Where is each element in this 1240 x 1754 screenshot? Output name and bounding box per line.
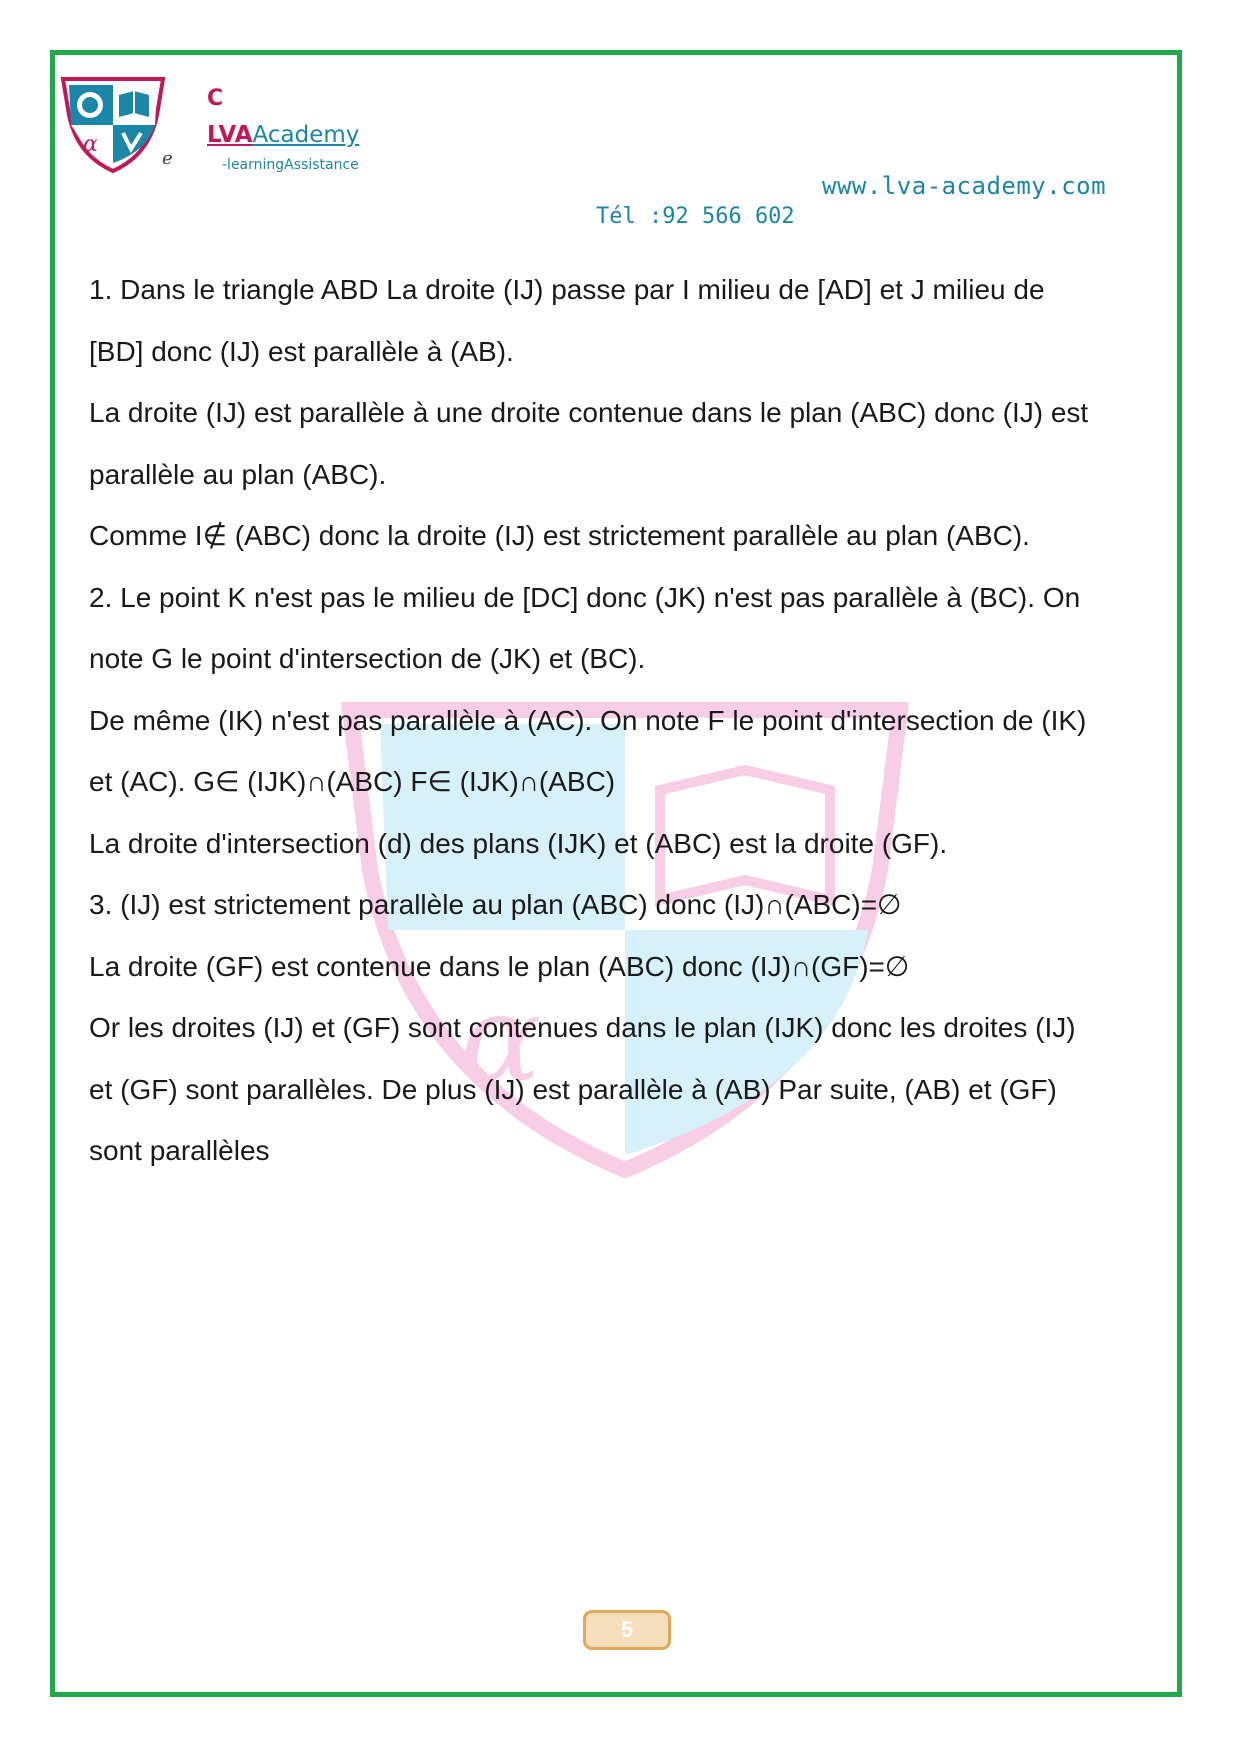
brand-tagline: -learningAssistance xyxy=(222,157,359,173)
brand-letter-c: C xyxy=(207,86,224,111)
svg-text:α: α xyxy=(83,132,98,157)
text-line: 1. Dans le triangle ABD La droite (IJ) passe par I milieu de [AD] et J milieu de xyxy=(89,274,1045,305)
website-link[interactable]: www.lva-academy.com xyxy=(822,172,1107,200)
solution-text xyxy=(89,276,1169,1199)
svg-text:α: α xyxy=(460,970,542,1109)
brand-academy: Academy xyxy=(252,122,360,148)
text-line: sont parallèles xyxy=(89,1135,270,1166)
text-line: La droite (IJ) est parallèle à une droite contenue dans le plan (ABC) donc (IJ) est xyxy=(89,397,1089,428)
lva-academy-logo xyxy=(57,75,169,175)
text-line: 3. (IJ) est strictement parallèle au plan (ABC) donc (IJ)∩(ABC)=∅ xyxy=(89,889,902,920)
text-line: parallèle au plan (ABC). xyxy=(89,458,387,490)
text-line: 2. Le point K n'est pas le milieu de [DC] donc (JK) n'est pas parallèle à (BC). On xyxy=(89,581,1081,613)
text-line: La droite (GF) est contenue dans le plan (ABC) donc (IJ)∩(GF)=∅ xyxy=(89,950,910,982)
brand-lva: LVA xyxy=(207,122,253,148)
text-line: Or les droites (IJ) et (GF) sont contenues dans le plan (IJK) donc les droites (IJ) xyxy=(89,1012,1076,1043)
text-line: Comme I∉ (ABC) donc la droite (IJ) est strictement parallèle au plan (ABC). xyxy=(89,520,1030,551)
text-line: La droite d'intersection (d) des plans (IJK) et (ABC) est la droite (GF). xyxy=(89,827,948,859)
text-line: et (GF) sont parallèles. De plus (IJ) est parallèle à (AB) Par suite, (AB) et (GF) xyxy=(89,1073,1057,1105)
text-line: note G le point d'intersection de (JK) et (BC). xyxy=(89,643,646,674)
text-line: De même (IK) n'est pas parallèle à (AC). On note F le point d'intersection de (IK) xyxy=(89,704,1087,736)
brand-name xyxy=(207,122,359,148)
text-line: [BD] donc (IJ) est parallèle à (AB). xyxy=(89,335,514,367)
page-number-badge: 5 xyxy=(583,1610,671,1650)
phone-number: Tél :92 566 602 xyxy=(596,204,795,229)
text-line: et (AC). G∈ (IJK)∩(ABC) F∈ (IJK)∩(ABC) xyxy=(89,766,616,797)
brand-letter-e: e xyxy=(162,148,173,169)
